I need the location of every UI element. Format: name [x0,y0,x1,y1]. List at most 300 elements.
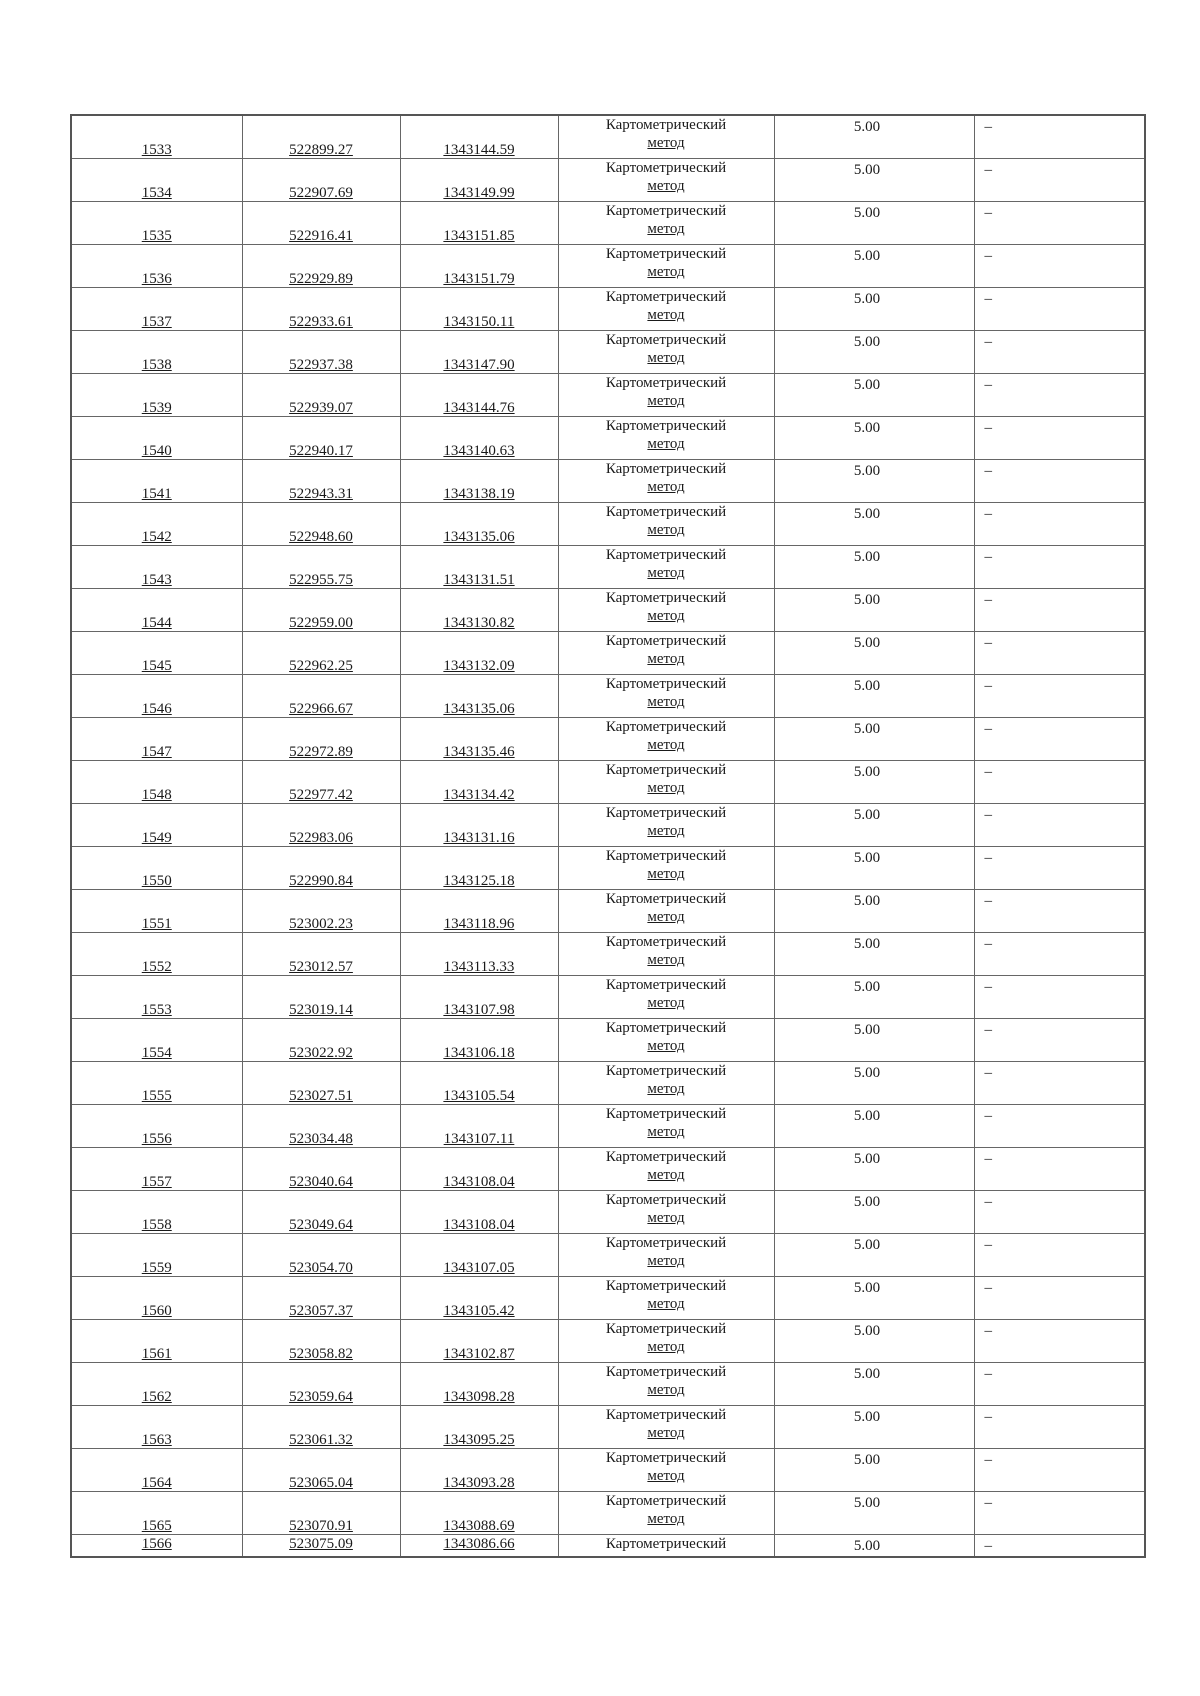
x-coordinate-cell [242,502,400,545]
method-text-line1: Картометрический [605,675,727,692]
method-text-line2: метод [647,177,685,194]
method-text-line1: Картометрический [605,1492,727,1509]
method-text-line1: Картометрический [605,1363,727,1380]
y-coordinate-value: 1343150.11 [443,313,515,330]
method-cell [558,416,774,459]
accuracy-cell [774,1319,974,1362]
table-row [71,1276,1145,1319]
accuracy-value: 5.00 [853,591,881,608]
accuracy-value: 5.00 [853,376,881,393]
table-row [71,416,1145,459]
method-text-line2: метод [647,521,685,538]
point-number-cell [71,1534,242,1557]
method-cell [558,158,774,201]
method-cell [558,846,774,889]
note-cell [974,244,1145,287]
point-number-value: 1542 [141,528,172,545]
y-coordinate-cell [400,1061,558,1104]
table-row [71,1233,1145,1276]
accuracy-value: 5.00 [853,548,881,565]
y-coordinate-cell [400,1362,558,1405]
method-text-line1: Картометрический [605,117,727,133]
note-value: – [984,462,992,479]
point-number-value: 1536 [141,270,172,287]
accuracy-value: 5.00 [853,1150,881,1167]
x-coordinate-value: 522990.84 [289,872,353,889]
method-cell [558,717,774,760]
x-coordinate-value: 522929.89 [289,270,353,287]
method-cell [558,373,774,416]
y-coordinate-cell [400,588,558,631]
accuracy-cell [774,1061,974,1104]
note-cell [974,158,1145,201]
point-number-cell [71,760,242,803]
note-value: – [984,1365,992,1382]
note-value: – [984,763,992,780]
accuracy-value: 5.00 [853,677,881,694]
point-number-cell [71,545,242,588]
method-cell [558,889,774,932]
note-cell [974,502,1145,545]
method-cell [558,1061,774,1104]
note-cell [974,631,1145,674]
table-row [71,502,1145,545]
method-cell [558,631,774,674]
x-coordinate-cell [242,1104,400,1147]
point-number-cell [71,330,242,373]
point-number-cell [71,631,242,674]
note-cell [974,1061,1145,1104]
y-coordinate-value: 1343108.04 [443,1216,515,1233]
table-row [71,674,1145,717]
point-number-cell [71,1061,242,1104]
method-cell [558,1233,774,1276]
y-coordinate-value: 1343151.79 [443,270,515,287]
x-coordinate-cell [242,416,400,459]
note-value: – [984,1236,992,1253]
note-cell [974,1491,1145,1534]
note-cell [974,588,1145,631]
x-coordinate-cell [242,1061,400,1104]
point-number-value: 1560 [141,1302,172,1319]
table-row [71,1534,1145,1557]
x-coordinate-cell [242,588,400,631]
note-cell [974,760,1145,803]
accuracy-value: 5.00 [853,419,881,436]
method-cell [558,1405,774,1448]
x-coordinate-value: 522962.25 [289,657,353,674]
point-number-value: 1556 [141,1130,172,1147]
method-text-line2: метод [647,994,685,1011]
method-text-line2: метод [647,135,685,151]
method-cell [558,1147,774,1190]
accuracy-value: 5.00 [853,333,881,350]
note-value: – [984,849,992,866]
method-text-line1: Картометрический [605,1234,727,1251]
x-coordinate-value: 523040.64 [289,1173,353,1190]
point-number-cell [71,373,242,416]
method-text-line1: Картометрический [605,1320,727,1337]
point-number-cell [71,1190,242,1233]
method-text-line2: метод [647,736,685,753]
note-value: – [984,935,992,952]
point-number-value: 1549 [141,829,172,846]
accuracy-cell [774,1190,974,1233]
table-row [71,932,1145,975]
point-number-value: 1559 [141,1259,172,1276]
y-coordinate-cell [400,244,558,287]
method-text-line2: метод [647,865,685,882]
accuracy-cell [774,373,974,416]
y-coordinate-value: 1343131.16 [443,829,515,846]
method-text-line1: Картометрический [605,1148,727,1165]
method-cell [558,1491,774,1534]
point-number-cell [71,1448,242,1491]
x-coordinate-cell [242,631,400,674]
x-coordinate-cell [242,1319,400,1362]
method-text-line2: метод [647,478,685,495]
point-number-cell [71,1491,242,1534]
note-value: – [984,161,992,178]
accuracy-cell [774,1233,974,1276]
y-coordinate-value: 1343105.54 [443,1087,515,1104]
method-cell [558,674,774,717]
x-coordinate-cell [242,373,400,416]
x-coordinate-cell [242,1534,400,1557]
accuracy-value: 5.00 [853,161,881,178]
y-coordinate-value: 1343147.90 [443,356,515,373]
y-coordinate-value: 1343144.59 [443,141,515,158]
accuracy-cell [774,459,974,502]
point-number-value: 1566 [141,1535,172,1552]
y-coordinate-cell [400,1147,558,1190]
method-text-line1: Картометрический [605,1105,727,1122]
table-row [71,1061,1145,1104]
method-text-line2: метод [647,1295,685,1312]
y-coordinate-cell [400,1276,558,1319]
y-coordinate-cell [400,330,558,373]
method-text-line1: Картометрический [605,460,727,477]
point-number-cell [71,1362,242,1405]
method-cell [558,459,774,502]
method-text-line1: Картометрический [605,890,727,907]
y-coordinate-value: 1343107.11 [443,1130,515,1147]
method-cell [558,1534,774,1557]
point-number-value: 1533 [141,141,172,158]
method-cell [558,760,774,803]
x-coordinate-cell [242,1190,400,1233]
point-number-value: 1544 [141,614,172,631]
accuracy-value: 5.00 [853,1236,881,1253]
y-coordinate-value: 1343118.96 [443,915,515,932]
method-text-line2: метод [647,1037,685,1054]
point-number-value: 1551 [141,915,172,932]
method-text-line1: Картометрический [605,374,727,391]
note-value: – [984,806,992,823]
accuracy-value: 5.00 [853,806,881,823]
point-number-value: 1543 [141,571,172,588]
point-number-value: 1546 [141,700,172,717]
point-number-value: 1541 [141,485,172,502]
accuracy-cell [774,631,974,674]
y-coordinate-cell [400,416,558,459]
table-row [71,373,1145,416]
x-coordinate-cell [242,1147,400,1190]
note-cell [974,1147,1145,1190]
point-number-value: 1547 [141,743,172,760]
point-number-cell [71,889,242,932]
point-number-value: 1550 [141,872,172,889]
point-number-cell [71,459,242,502]
point-number-cell [71,846,242,889]
x-coordinate-value: 522933.61 [289,313,353,330]
x-coordinate-value: 523012.57 [289,958,353,975]
note-cell [974,1276,1145,1319]
method-text-line1: Картометрический [605,632,727,649]
accuracy-value: 5.00 [853,1365,881,1382]
point-number-value: 1540 [141,442,172,459]
accuracy-value: 5.00 [853,1537,881,1554]
note-cell [974,201,1145,244]
y-coordinate-cell [400,932,558,975]
x-coordinate-value: 522948.60 [289,528,353,545]
point-number-cell [71,1147,242,1190]
method-cell [558,330,774,373]
y-coordinate-value: 1343105.42 [443,1302,515,1319]
x-coordinate-cell [242,1448,400,1491]
x-coordinate-value: 522939.07 [289,399,353,416]
accuracy-value: 5.00 [853,634,881,651]
note-value: – [984,505,992,522]
point-number-cell [71,803,242,846]
method-text-line1: Картометрический [605,847,727,864]
table-row [71,631,1145,674]
y-coordinate-cell [400,201,558,244]
y-coordinate-value: 1343134.42 [443,786,515,803]
x-coordinate-cell [242,330,400,373]
x-coordinate-value: 523058.82 [289,1345,353,1362]
accuracy-cell [774,760,974,803]
point-number-value: 1539 [141,399,172,416]
note-value: – [984,1021,992,1038]
accuracy-cell [774,1362,974,1405]
table-row [71,201,1145,244]
y-coordinate-cell [400,115,558,158]
accuracy-cell [774,244,974,287]
accuracy-cell [774,588,974,631]
y-coordinate-value: 1343144.76 [443,399,515,416]
y-coordinate-value: 1343125.18 [443,872,515,889]
point-number-cell [71,1319,242,1362]
accuracy-value: 5.00 [853,204,881,221]
x-coordinate-value: 523075.09 [289,1535,353,1552]
y-coordinate-cell [400,1491,558,1534]
point-number-cell [71,287,242,330]
note-value: – [984,978,992,995]
method-text-line1: Картометрический [605,1019,727,1036]
method-cell [558,502,774,545]
accuracy-cell [774,1276,974,1319]
method-text-line2: метод [647,564,685,581]
note-cell [974,545,1145,588]
accuracy-value: 5.00 [853,462,881,479]
table-row [71,588,1145,631]
point-number-cell [71,244,242,287]
note-cell [974,1448,1145,1491]
x-coordinate-cell [242,115,400,158]
accuracy-cell [774,846,974,889]
x-coordinate-value: 523054.70 [289,1259,353,1276]
note-cell [974,846,1145,889]
x-coordinate-cell [242,932,400,975]
accuracy-cell [774,545,974,588]
y-coordinate-cell [400,846,558,889]
table-row [71,545,1145,588]
y-coordinate-cell [400,631,558,674]
y-coordinate-cell [400,1448,558,1491]
accuracy-cell [774,502,974,545]
method-text-line1: Картометрический [605,245,727,262]
method-cell [558,115,774,158]
x-coordinate-value: 523034.48 [289,1130,353,1147]
x-coordinate-value: 522899.27 [289,141,353,158]
method-text-line2: метод [647,392,685,409]
method-text-line2: метод [647,693,685,710]
note-cell [974,717,1145,760]
accuracy-value: 5.00 [853,720,881,737]
y-coordinate-value: 1343108.04 [443,1173,515,1190]
y-coordinate-cell [400,1534,558,1557]
y-coordinate-cell [400,674,558,717]
point-number-value: 1548 [141,786,172,803]
method-text-line2: метод [647,1424,685,1441]
x-coordinate-value: 522916.41 [289,227,353,244]
point-number-cell [71,502,242,545]
table-row [71,1147,1145,1190]
note-value: – [984,333,992,350]
point-number-cell [71,1276,242,1319]
accuracy-cell [774,1018,974,1061]
point-number-value: 1545 [141,657,172,674]
method-text-line1: Картометрический [605,159,727,176]
method-cell [558,975,774,1018]
accuracy-value: 5.00 [853,505,881,522]
table-row [71,717,1145,760]
y-coordinate-cell [400,459,558,502]
y-coordinate-cell [400,1018,558,1061]
note-value: – [984,419,992,436]
y-coordinate-value: 1343138.19 [443,485,515,502]
accuracy-value: 5.00 [853,1494,881,1511]
point-number-cell [71,201,242,244]
method-text-line2: метод [647,822,685,839]
table-row [71,1190,1145,1233]
accuracy-value: 5.00 [853,892,881,909]
method-text-line1: Картометрический [605,933,727,950]
x-coordinate-cell [242,760,400,803]
y-coordinate-cell [400,373,558,416]
point-number-value: 1563 [141,1431,172,1448]
method-text-line2: метод [647,1510,685,1527]
x-coordinate-cell [242,158,400,201]
y-coordinate-cell [400,760,558,803]
coordinates-table-body [71,115,1145,1557]
accuracy-value: 5.00 [853,1064,881,1081]
point-number-cell [71,674,242,717]
x-coordinate-value: 522940.17 [289,442,353,459]
method-cell [558,244,774,287]
note-value: – [984,204,992,221]
note-cell [974,330,1145,373]
note-value: – [984,591,992,608]
y-coordinate-cell [400,287,558,330]
point-number-cell [71,416,242,459]
method-text-line1: Картометрический [605,546,727,563]
point-number-cell [71,1233,242,1276]
accuracy-value: 5.00 [853,290,881,307]
y-coordinate-value: 1343135.06 [443,700,515,717]
accuracy-value: 5.00 [853,1451,881,1468]
method-text-line2: метод [647,349,685,366]
note-cell [974,1018,1145,1061]
point-number-value: 1558 [141,1216,172,1233]
accuracy-value: 5.00 [853,978,881,995]
y-coordinate-cell [400,1319,558,1362]
x-coordinate-cell [242,674,400,717]
accuracy-cell [774,1147,974,1190]
method-text-line2: метод [647,1467,685,1484]
note-cell [974,1233,1145,1276]
method-text-line1: Картометрический [605,202,727,219]
x-coordinate-cell [242,201,400,244]
table-row [71,846,1145,889]
x-coordinate-value: 523059.64 [289,1388,353,1405]
note-value: – [984,247,992,264]
accuracy-cell [774,201,974,244]
table-row [71,803,1145,846]
point-number-value: 1557 [141,1173,172,1190]
point-number-cell [71,115,242,158]
point-number-value: 1534 [141,184,172,201]
method-text-line2: метод [647,650,685,667]
note-cell [974,1190,1145,1233]
table-row [71,244,1145,287]
x-coordinate-cell [242,803,400,846]
note-cell [974,674,1145,717]
table-row [71,889,1145,932]
method-text-line1: Картометрический [605,1191,727,1208]
table-row [71,459,1145,502]
x-coordinate-cell [242,1362,400,1405]
method-text-line2: метод [647,1080,685,1097]
table-row [71,1018,1145,1061]
method-text-line1: Картометрический [605,976,727,993]
note-value: – [984,1279,992,1296]
table-row [71,287,1145,330]
accuracy-cell [774,1104,974,1147]
x-coordinate-value: 522966.67 [289,700,353,717]
x-coordinate-value: 523061.32 [289,1431,353,1448]
note-value: – [984,1322,992,1339]
table-row [71,975,1145,1018]
method-text-line2: метод [647,220,685,237]
y-coordinate-value: 1343132.09 [443,657,515,674]
y-coordinate-value: 1343088.69 [443,1517,515,1534]
note-value: – [984,1408,992,1425]
method-text-line2: метод [647,1252,685,1269]
note-value: – [984,119,992,135]
note-cell [974,803,1145,846]
